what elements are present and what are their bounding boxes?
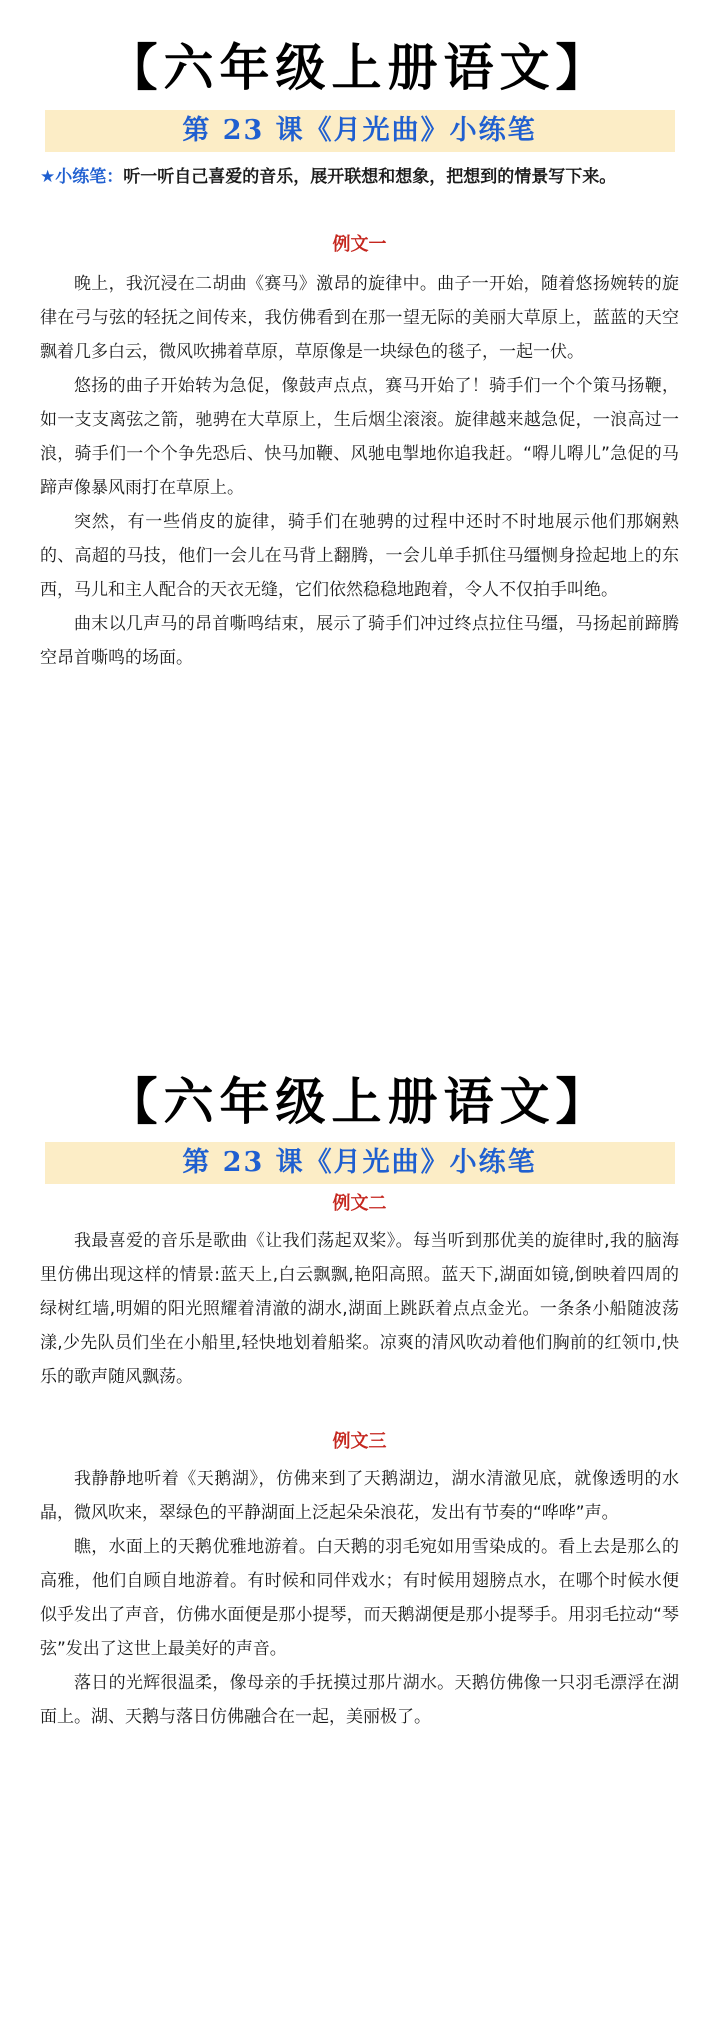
section-2 [0, 1072, 719, 1734]
paragraph: 悠扬的曲子开始转为急促，像鼓声点点，赛马开始了！骑手们一个个策马扬鞭，如一支支离弦之箭，驰骋在大草原上，生后烟尘滚滚。旋律越来越急促，一浪高过一浪，骑手们一个个争先恐后、快马加鞭、风驰电掣地你追我赶。“嘚儿嘚儿”急促的马蹄声像暴风雨打在草原上。 [40, 376, 679, 498]
example-heading: 例文一 [332, 234, 387, 255]
example-2 [0, 1190, 719, 1394]
page-title: 【六年级上册语文】 [107, 38, 612, 97]
example-1 [0, 231, 719, 675]
paragraph: 我静静地听着《天鹅湖》，仿佛来到了天鹅湖边，湖水清澈见底，就像透明的水晶，微风吹来，翠绿色的平静湖面上泛起朵朵浪花，发出有节奏的“哗哗”声。 [40, 1469, 679, 1523]
prompt-text: 听一听自己喜爱的音乐，展开联想和想象，把想到的情景写下来。 [123, 167, 617, 187]
page-title: 【六年级上册语文】 [107, 1072, 612, 1131]
prompt-label: ★小练笔： [40, 167, 124, 187]
lesson-banner: 第 23 课《月光曲》小练笔 [45, 1142, 675, 1184]
paragraph: 瞧，水面上的天鹅优雅地游着。白天鹅的羽毛宛如用雪染成的。看上去是那么的高雅，他们自顾自地游着。有时候和同伴戏水；有时候用翅膀点水，在哪个时候水便似乎发出了声音，仿佛水面便是那小提琴，而天鹅湖便是那小提琴手。用羽毛拉动“琴弦”发出了这世上最美好的声音。 [40, 1537, 679, 1659]
section-1 [0, 38, 719, 675]
example-heading: 例文三 [332, 1431, 387, 1452]
exercise-prompt [40, 162, 679, 193]
lesson-banner: 第 23 课《月光曲》小练笔 [45, 110, 675, 152]
paragraph: 突然，有一些俏皮的旋律，骑手们在驰骋的过程中还时不时地展示他们那娴熟的、高超的马技，他们一会儿在马背上翻腾，一会儿单手抓住马缰恻身捡起地上的东西，马儿和主人配合的天衣无缝，它们依然稳稳地跑着，令人不仅拍手叫绝。 [40, 512, 679, 600]
paragraph: 落日的光辉很温柔，像母亲的手抚摸过那片湖水。天鹅仿佛像一只羽毛漂浮在湖面上。湖、天鹅与落日仿佛融合在一起，美丽极了。 [40, 1673, 679, 1727]
paragraph: 曲末以几声马的昂首嘶鸣结束，展示了骑手们冲过终点拉住马缰，马扬起前蹄腾空昂首嘶鸣的场面。 [40, 614, 679, 668]
example-heading: 例文二 [332, 1193, 387, 1214]
paragraph: 我最喜爱的音乐是歌曲《让我们荡起双桨》。每当听到那优美的旋律时,我的脑海里仿佛出现这样的情景:蓝天上,白云飘飘,艳阳高照。蓝天下,湖面如镜,倒映着四周的绿树红墙,明媚的阳光照耀着清澈的湖水,湖面上跳跃着点点金光。一条条小船随波荡漾,少先队员们坐在小船里,轻快地划着船桨。凉爽的清风吹动着他们胸前的红领巾,快乐的歌声随风飘荡。 [40, 1231, 679, 1387]
example-3 [0, 1428, 719, 1734]
paragraph: 晚上，我沉浸在二胡曲《赛马》激昂的旋律中。曲子一开始，随着悠扬婉转的旋律在弓与弦的轻抚之间传来，我仿佛看到在那一望无际的美丽大草原上，蓝蓝的天空飘着几多白云，微风吹拂着草原，草原像是一块绿色的毯子，一起一伏。 [40, 274, 679, 362]
